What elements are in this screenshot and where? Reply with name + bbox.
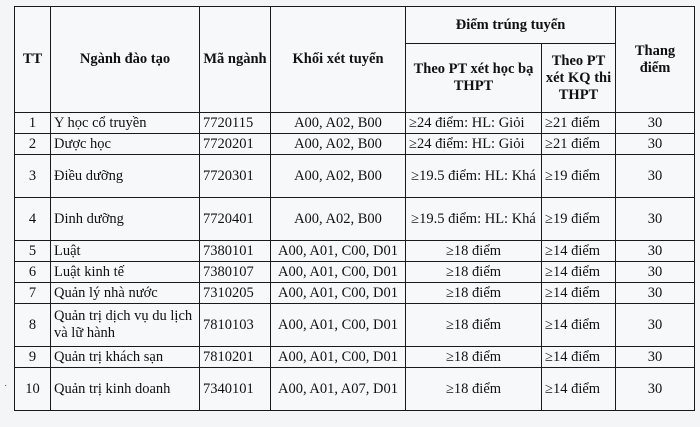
cell-code: 7810201 [200,347,271,368]
col-header-tt: TT [15,7,51,113]
cell-exam: ≥19 điểm [542,198,616,241]
table-row [15,155,695,198]
cell-exam: ≥21 điểm [542,134,616,155]
table-row [15,262,695,283]
col-header-groups: Khối xét tuyển [271,7,406,113]
cell-transcript: ≥18 điểm [406,347,542,368]
cell-transcript: ≥18 điểm [406,241,542,262]
cell-tt: 4 [15,198,51,241]
cell-program: Luật [51,241,200,262]
cell-exam: ≥14 điểm [542,262,616,283]
cell-program: Điều dưỡng [51,155,200,198]
cell-groups: A00, A01, A07, D01 [271,368,406,411]
cell-exam: ≥19 điểm [542,155,616,198]
cell-code: 7720401 [200,198,271,241]
cell-exam: ≥21 điểm [542,113,616,134]
cell-transcript: ≥18 điểm [406,304,542,347]
cell-tt: 2 [15,134,51,155]
cell-scale: 30 [616,283,695,304]
cell-transcript: ≥18 điểm [406,368,542,411]
cell-program: Quản lý nhà nước [51,283,200,304]
cell-tt: 7 [15,283,51,304]
cell-scale: 30 [616,134,695,155]
table-row [15,368,695,411]
cell-tt: 9 [15,347,51,368]
cell-program: Quản trị kinh doanh [51,368,200,411]
scan-speck: ˙ [4,384,8,395]
table-row [15,198,695,241]
cell-transcript: ≥18 điểm [406,283,542,304]
cell-code: 7310205 [200,283,271,304]
cell-groups: A00, A01, C00, D01 [271,241,406,262]
cell-code: 7340101 [200,368,271,411]
cell-groups: A00, A02, B00 [271,155,406,198]
cell-tt: 1 [15,113,51,134]
cell-exam: ≥14 điểm [542,304,616,347]
table-row [15,241,695,262]
cell-transcript: ≥19.5 điểm: HL: Khá [406,155,542,198]
cell-code: 7380101 [200,241,271,262]
cell-transcript: ≥24 điểm: HL: Giỏi [406,113,542,134]
cell-groups: A00, A01, C00, D01 [271,283,406,304]
cell-groups: A00, A02, B00 [271,113,406,134]
admission-score-table [14,6,695,411]
cell-tt: 8 [15,304,51,347]
cell-scale: 30 [616,262,695,283]
cell-code: 7380107 [200,262,271,283]
cell-program: Luật kinh tế [51,262,200,283]
cell-groups: A00, A02, B00 [271,134,406,155]
cell-exam: ≥14 điểm [542,283,616,304]
table-row [15,304,695,347]
col-header-by-transcript: Theo PT xét học bạ THPT [406,44,542,113]
cell-scale: 30 [616,304,695,347]
cell-exam: ≥14 điểm [542,347,616,368]
cell-code: 7720115 [200,113,271,134]
cell-program: Quản trị khách sạn [51,347,200,368]
col-header-code: Mã ngành [200,7,271,113]
header-row-1 [15,7,695,44]
table-row [15,113,695,134]
cell-code: 7720201 [200,134,271,155]
table-row [15,134,695,155]
cell-exam: ≥14 điểm [542,241,616,262]
cell-scale: 30 [616,347,695,368]
cell-tt: 5 [15,241,51,262]
cell-program: Quản trị dịch vụ du lịch và lữ hành [51,304,200,347]
table-row [15,347,695,368]
cell-scale: 30 [616,155,695,198]
cell-groups: A00, A01, C00, D01 [271,347,406,368]
cell-groups: A00, A01, C00, D01 [271,262,406,283]
col-header-by-exam: Theo PT xét KQ thi THPT [542,44,616,113]
cell-transcript: ≥24 điểm: HL: Giỏi [406,134,542,155]
col-header-scale: Thang điểm [616,7,695,113]
cell-transcript: ≥18 điểm [406,262,542,283]
cell-groups: A00, A01, C00, D01 [271,304,406,347]
cell-scale: 30 [616,198,695,241]
cell-program: Y học cổ truyền [51,113,200,134]
cell-scale: 30 [616,241,695,262]
cell-code: 7810103 [200,304,271,347]
cell-transcript: ≥19.5 điểm: HL: Khá [406,198,542,241]
col-header-score: Điểm trúng tuyển [406,7,616,44]
cell-program: Dinh dưỡng [51,198,200,241]
col-header-program: Ngành đào tạo [51,7,200,113]
table-row [15,283,695,304]
cell-code: 7720301 [200,155,271,198]
cell-tt: 6 [15,262,51,283]
cell-scale: 30 [616,368,695,411]
cell-program: Dược học [51,134,200,155]
cell-tt: 10 [15,368,51,411]
cell-exam: ≥14 điểm [542,368,616,411]
cell-groups: A00, A02, B00 [271,198,406,241]
cell-scale: 30 [616,113,695,134]
cell-tt: 3 [15,155,51,198]
